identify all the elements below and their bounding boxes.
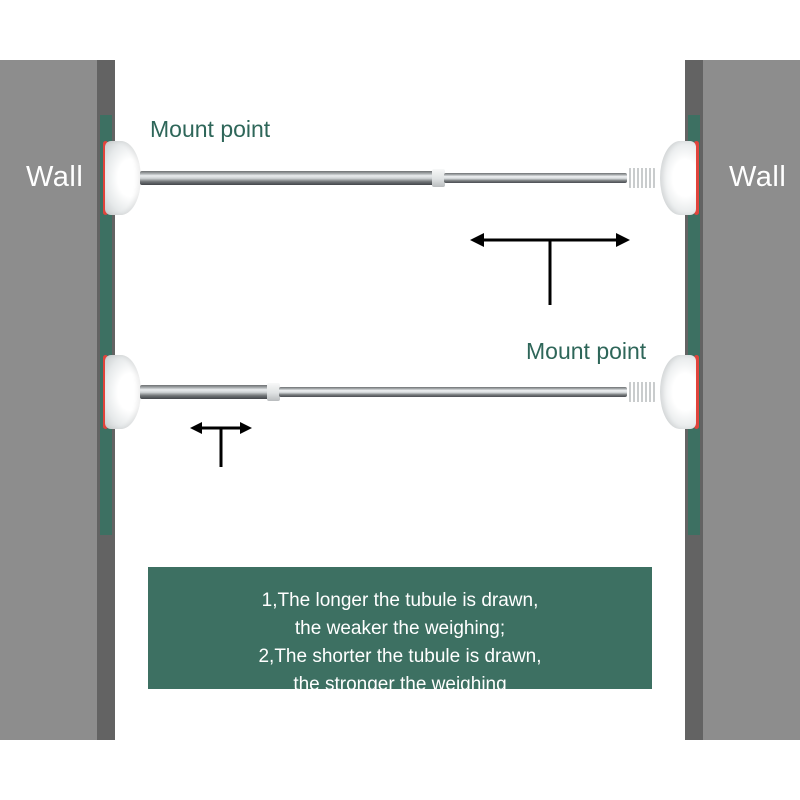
top-rod-range-arrow	[470, 225, 630, 310]
mount-point-bottom-label: Mount point	[526, 338, 647, 364]
top-rod-left-cup	[105, 141, 141, 215]
note-line-2: the weaker the weighing;	[294, 618, 506, 639]
note-line-3: 2,The shorter the tubule is drawn,	[258, 646, 542, 667]
mount-point-top-label: Mount point	[150, 116, 271, 142]
bottom-rod-right-sleeve	[627, 382, 657, 402]
bottom-rod-right-cup	[660, 355, 696, 429]
bottom-rod-left-tube	[140, 385, 270, 399]
bottom-rod-range-arrow	[190, 415, 252, 470]
note-box	[148, 567, 652, 695]
bottom-rod-right-tube	[279, 387, 627, 397]
note-line-1: 1,The longer the tubule is drawn,	[261, 590, 539, 611]
top-rod	[100, 167, 702, 189]
bottom-rod-left-cup	[105, 355, 141, 429]
top-rod-left-tube	[140, 171, 435, 185]
note-line-4: the stronger the weighing	[293, 674, 507, 695]
right-wall-label: Wall	[729, 161, 787, 193]
top-rod-right-sleeve	[627, 168, 657, 188]
top-rod-right-cup	[660, 141, 696, 215]
left-wall-label: Wall	[26, 161, 84, 193]
top-rod-right-tube	[444, 173, 627, 183]
bottom-rod	[100, 381, 702, 403]
